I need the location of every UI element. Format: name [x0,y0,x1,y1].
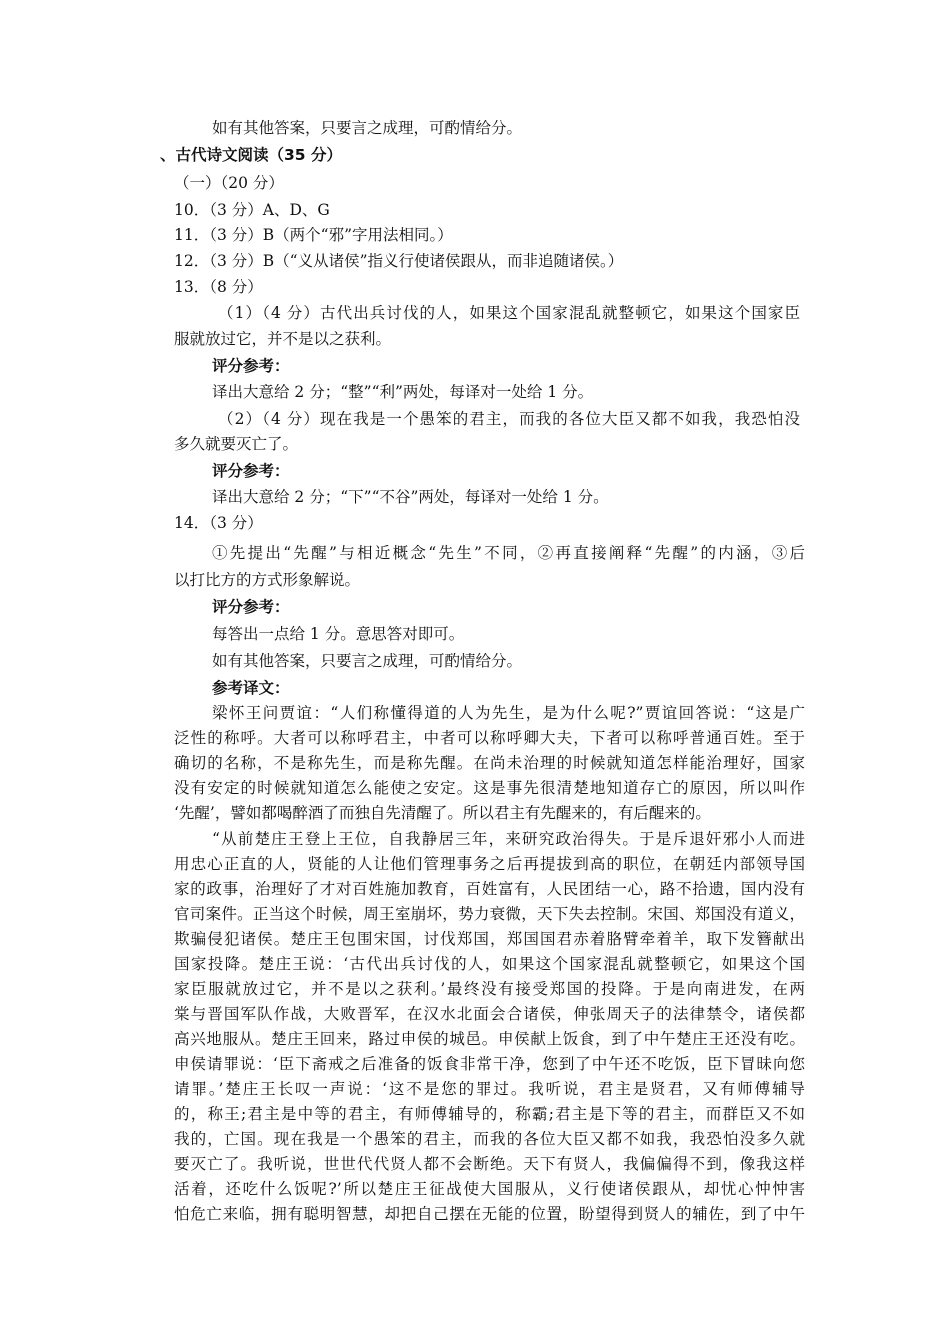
answer-line: 14．（3 分） [174,514,263,532]
text-line: 以打比方的方式形象解说。 [174,571,361,589]
text-line: 如有其他答案，只要言之成理，可酌情给分。 [212,652,523,670]
answer-line: 12．（3 分）B（“义从诸侯”指义行使诸侯跟从，而非追随诸侯。） [174,252,624,270]
text-line: 的，称王;君主是中等的君主，有师傅辅导的，称霸;君主是下等的君主，而群臣又不如 [174,1105,805,1123]
text-line: 官司案件。正当这个时候，周王室崩坏，势力衰微，天下失去控制。宋国、郑国没有道义， [174,905,805,923]
text-line: 多久就要灭亡了。 [174,435,299,453]
subsection-heading: （一）（20 分） [174,174,284,192]
text-line: 活着，还吃什么饭呢?’所以楚庄王征战使大国服从，义行使诸侯跟从，却忧心忡忡害 [174,1180,805,1198]
text-line: 服就放过它，并不是以之获利。 [174,330,392,348]
section-heading: 、古代诗文阅读（35 分） [160,146,342,164]
scoring-heading: 评分参考： [212,357,290,375]
text-line: 家的政事，治理好了才对百姓施加教育，百姓富有，人民团结一心，路不拾遗，国内没有 [174,880,805,898]
text-line: ①先提出“先醒”与相近概念“先生”不同，②再直接阐释“先醒”的内涵，③后 [212,544,805,562]
text-line: 国家投降。楚庄王说：‘古代出兵讨伐的人，如果这个国家混乱就整顿它，如果这个国 [174,955,805,973]
answer-line: 10．（3 分）A、D、G [174,201,330,219]
text-line: （1）（4 分）古代出兵讨伐的人，如果这个国家混乱就整顿它，如果这个国家臣 [218,304,800,322]
text-line: 棠与晋国军队作战，大败晋军，在汉水北面会合诸侯，伸张周天子的法律禁令，诸侯都 [174,1005,805,1023]
text-line: 欺骗侵犯诸侯。楚庄王包围宋国，讨伐郑国，郑国国君赤着胳臂牵着羊，取下发簪献出 [174,930,805,948]
text-line: 要灭亡了。我听说，世世代代贤人都不会断绝。天下有贤人，我偏偏得不到，像我这样 [174,1155,805,1173]
translation-heading: 参考译文： [212,679,290,697]
text-line: 怕危亡来临，拥有聪明智慧，却把自己摆在无能的位置，盼望得到贤人的辅佐，到了中午 [174,1205,805,1223]
text-line: ‘先醒’，譬如都喝醉酒了而独自先清醒了。所以君主有先醒来的，有后醒来的。 [174,804,711,822]
text-line: 我的，亡国。现在我是一个愚笨的君主，而我的各位大臣又都不如我，我恐怕没多久就 [174,1130,805,1148]
text-line: （2）（4 分）现在我是一个愚笨的君主，而我的各位大臣又都不如我，我恐怕没 [218,410,800,428]
text-line: 确切的名称，不是称先生，而是称先醒。在尚未治理的时候就知道怎样能治理好，国家 [174,754,805,772]
text-line: 译出大意给 2 分；“整”“利”两处，每译对一处给 1 分。 [212,383,594,401]
text-line: “从前楚庄王登上王位，自我静居三年，来研究政治得失。于是斥退奸邪小人而进 [212,830,805,848]
scoring-heading: 评分参考： [212,462,290,480]
text-line: 请罪。’楚庄王长叹一声说：‘这不是您的罪过。我听说，君主是贤君，又有师傅辅导 [174,1080,805,1098]
text-line: 每答出一点给 1 分。意思答对即可。 [212,625,465,643]
text-line: 家臣服就放过它，并不是以之获利。’最终没有接受郑国的投降。于是向南进发，在两 [174,980,805,998]
text-line: 泛性的称呼。大者可以称呼君主，中者可以称呼卿大夫，下者可以称呼普通百姓。至于 [174,729,805,747]
text-line: 申侯请罪说：‘臣下斋戒之后准备的饭食非常干净，您到了中午还不吃饭，臣下冒昧向您 [174,1055,805,1073]
answer-line: 13．（8 分） [174,278,263,296]
text-line: 用忠心正直的人，贤能的人让他们管理事务之后再提拔到高的职位，在朝廷内部领导国 [174,855,805,873]
text-line: 梁怀王问贾谊：“人们称懂得道的人为先生，是为什么呢?”贾谊回答说：“这是广 [212,704,805,722]
scoring-heading: 评分参考： [212,598,290,616]
text-line: 如有其他答案，只要言之成理，可酌情给分。 [212,119,523,137]
text-line: 高兴地服从。楚庄王回来，路过申侯的城邑。申侯献上饭食，到了中午楚庄王还没有吃。 [174,1030,805,1048]
text-line: 没有安定的时候就知道怎么能使之安定。这是事先很清楚地知道存亡的原因，所以叫作 [174,779,805,797]
text-line: 译出大意给 2 分；“下”“不谷”两处，每译对一处给 1 分。 [212,488,609,506]
answer-line: 11．（3 分）B（两个“邪”字用法相同。） [174,226,453,244]
